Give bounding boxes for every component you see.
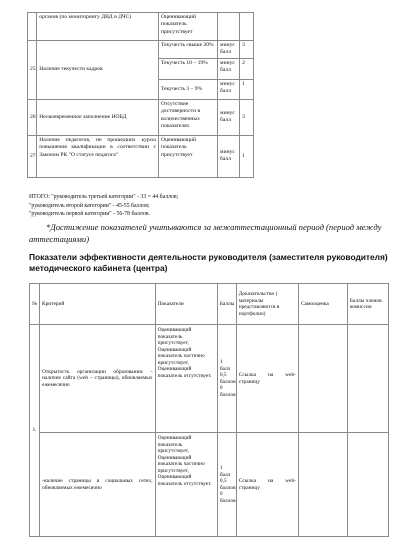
indicator-cell: Текучесть 3 – 9% bbox=[158, 79, 217, 99]
footnote bbox=[29, 222, 391, 245]
indicator-cell: Отсутствие достоверности в количественных показателях bbox=[158, 99, 217, 135]
score-cell bbox=[240, 13, 254, 41]
commission-cell bbox=[347, 325, 388, 433]
summary-line: "руководитель первой категории" - 56-78 баллов. bbox=[29, 211, 150, 218]
score-label-cell: минус балл bbox=[218, 79, 240, 99]
header-num: № bbox=[30, 284, 40, 325]
header-criterion: Критерий bbox=[40, 284, 156, 325]
table-row bbox=[28, 135, 254, 177]
criteria-table-bottom bbox=[29, 283, 389, 537]
score-label-cell: минус балл bbox=[218, 99, 240, 135]
score-label-cell: минус балл bbox=[218, 58, 240, 79]
row-number: 1. bbox=[30, 325, 40, 537]
self-assessment-cell bbox=[298, 433, 347, 537]
summary-line: ИТОГО: "руководитель третьей категории" - 33 = 44 баллов; bbox=[29, 194, 179, 200]
score-label-cell bbox=[218, 13, 240, 41]
row-number: 26 bbox=[28, 99, 37, 135]
table-row bbox=[28, 13, 254, 41]
score-label-cell: минус балл bbox=[218, 135, 240, 177]
table-row bbox=[30, 433, 389, 537]
row-number: 27 bbox=[28, 135, 37, 177]
self-assessment-cell bbox=[298, 325, 347, 433]
table-row bbox=[30, 325, 389, 433]
header-evidence: Доказательство ( материалы представляются в портфолио) bbox=[236, 284, 298, 325]
criterion-cell: Наличие педагогов, не прошедших курсы повышения квалификации в соответствии с Законом РК "О статусе педагога" bbox=[37, 135, 159, 177]
evidence-cell: Ссылка на web-страницу bbox=[236, 433, 298, 537]
summary-block bbox=[29, 193, 389, 219]
footnote-text: *Достижение показателей учитываются за межаттестационный период (период между аттестациями) bbox=[29, 222, 382, 244]
table-header-row bbox=[30, 284, 389, 325]
header-self-assessment: Самооценка bbox=[298, 284, 347, 325]
indicators-cell: Оценивающий показатель присутствует, Оценивающий показатель частично присутствует, Оценивающий показатель отсутствует. bbox=[155, 325, 217, 433]
score-cell: 1 bbox=[240, 79, 254, 99]
commission-cell bbox=[347, 433, 388, 537]
indicator-cell: Оценивающий показатель присутствует bbox=[158, 13, 217, 41]
header-indicators: Показатели bbox=[155, 284, 217, 325]
score-cell: 2 bbox=[240, 58, 254, 79]
score-cell: 3 bbox=[240, 41, 254, 59]
criterion-cell: органов (по мониторингу ДВД и ДЧС) bbox=[37, 13, 159, 41]
table-row bbox=[28, 41, 254, 59]
points-cell: 1 балл 0,5 баллов 0 баллов bbox=[217, 325, 236, 433]
summary-line: "руководитель второй категории" - 45-55 баллов; bbox=[29, 202, 150, 209]
score-cell: 1 bbox=[240, 135, 254, 177]
header-points: Баллы bbox=[217, 284, 236, 325]
criterion-cell: Открытость организации образования: - наличие сайта (web – страницы), обновляемых ежемесячно bbox=[40, 325, 156, 433]
header-commission: Баллы членов комиссии bbox=[347, 284, 388, 325]
score-cell: 3 bbox=[240, 99, 254, 135]
section-title: Показатели эффективности деятельности руководителя (заместителя руководителя) методического кабинета (центра) bbox=[29, 252, 388, 274]
row-number: 25 bbox=[28, 41, 37, 100]
table-row bbox=[28, 99, 254, 135]
criteria-table-top bbox=[27, 12, 254, 178]
indicators-cell: Оценивающий показатель присутствует, Оценивающий показатель частично присутствует, Оценивающий показатель отсутствует. bbox=[155, 433, 217, 537]
criterion-cell: Несвоевременное заполнение НОБД bbox=[37, 99, 159, 135]
indicator-cell: Оценивающий показатель присутствует bbox=[158, 135, 217, 177]
indicator-cell: Текучесть свыше 20% bbox=[158, 41, 217, 59]
points-cell: 1 балл 0,5 баллов 0 баллов bbox=[217, 433, 236, 537]
score-label-cell: минус балл bbox=[218, 41, 240, 59]
indicator-cell: Текучесть 10 – 19% bbox=[158, 58, 217, 79]
criterion-cell: Наличие текучести кадров bbox=[37, 41, 159, 100]
criterion-cell: -наличие страницы в социальных сетях, обновляемых ежемесячно bbox=[40, 433, 156, 537]
row-number bbox=[28, 13, 37, 41]
evidence-cell: Ссылка на web-страницу bbox=[236, 325, 298, 433]
